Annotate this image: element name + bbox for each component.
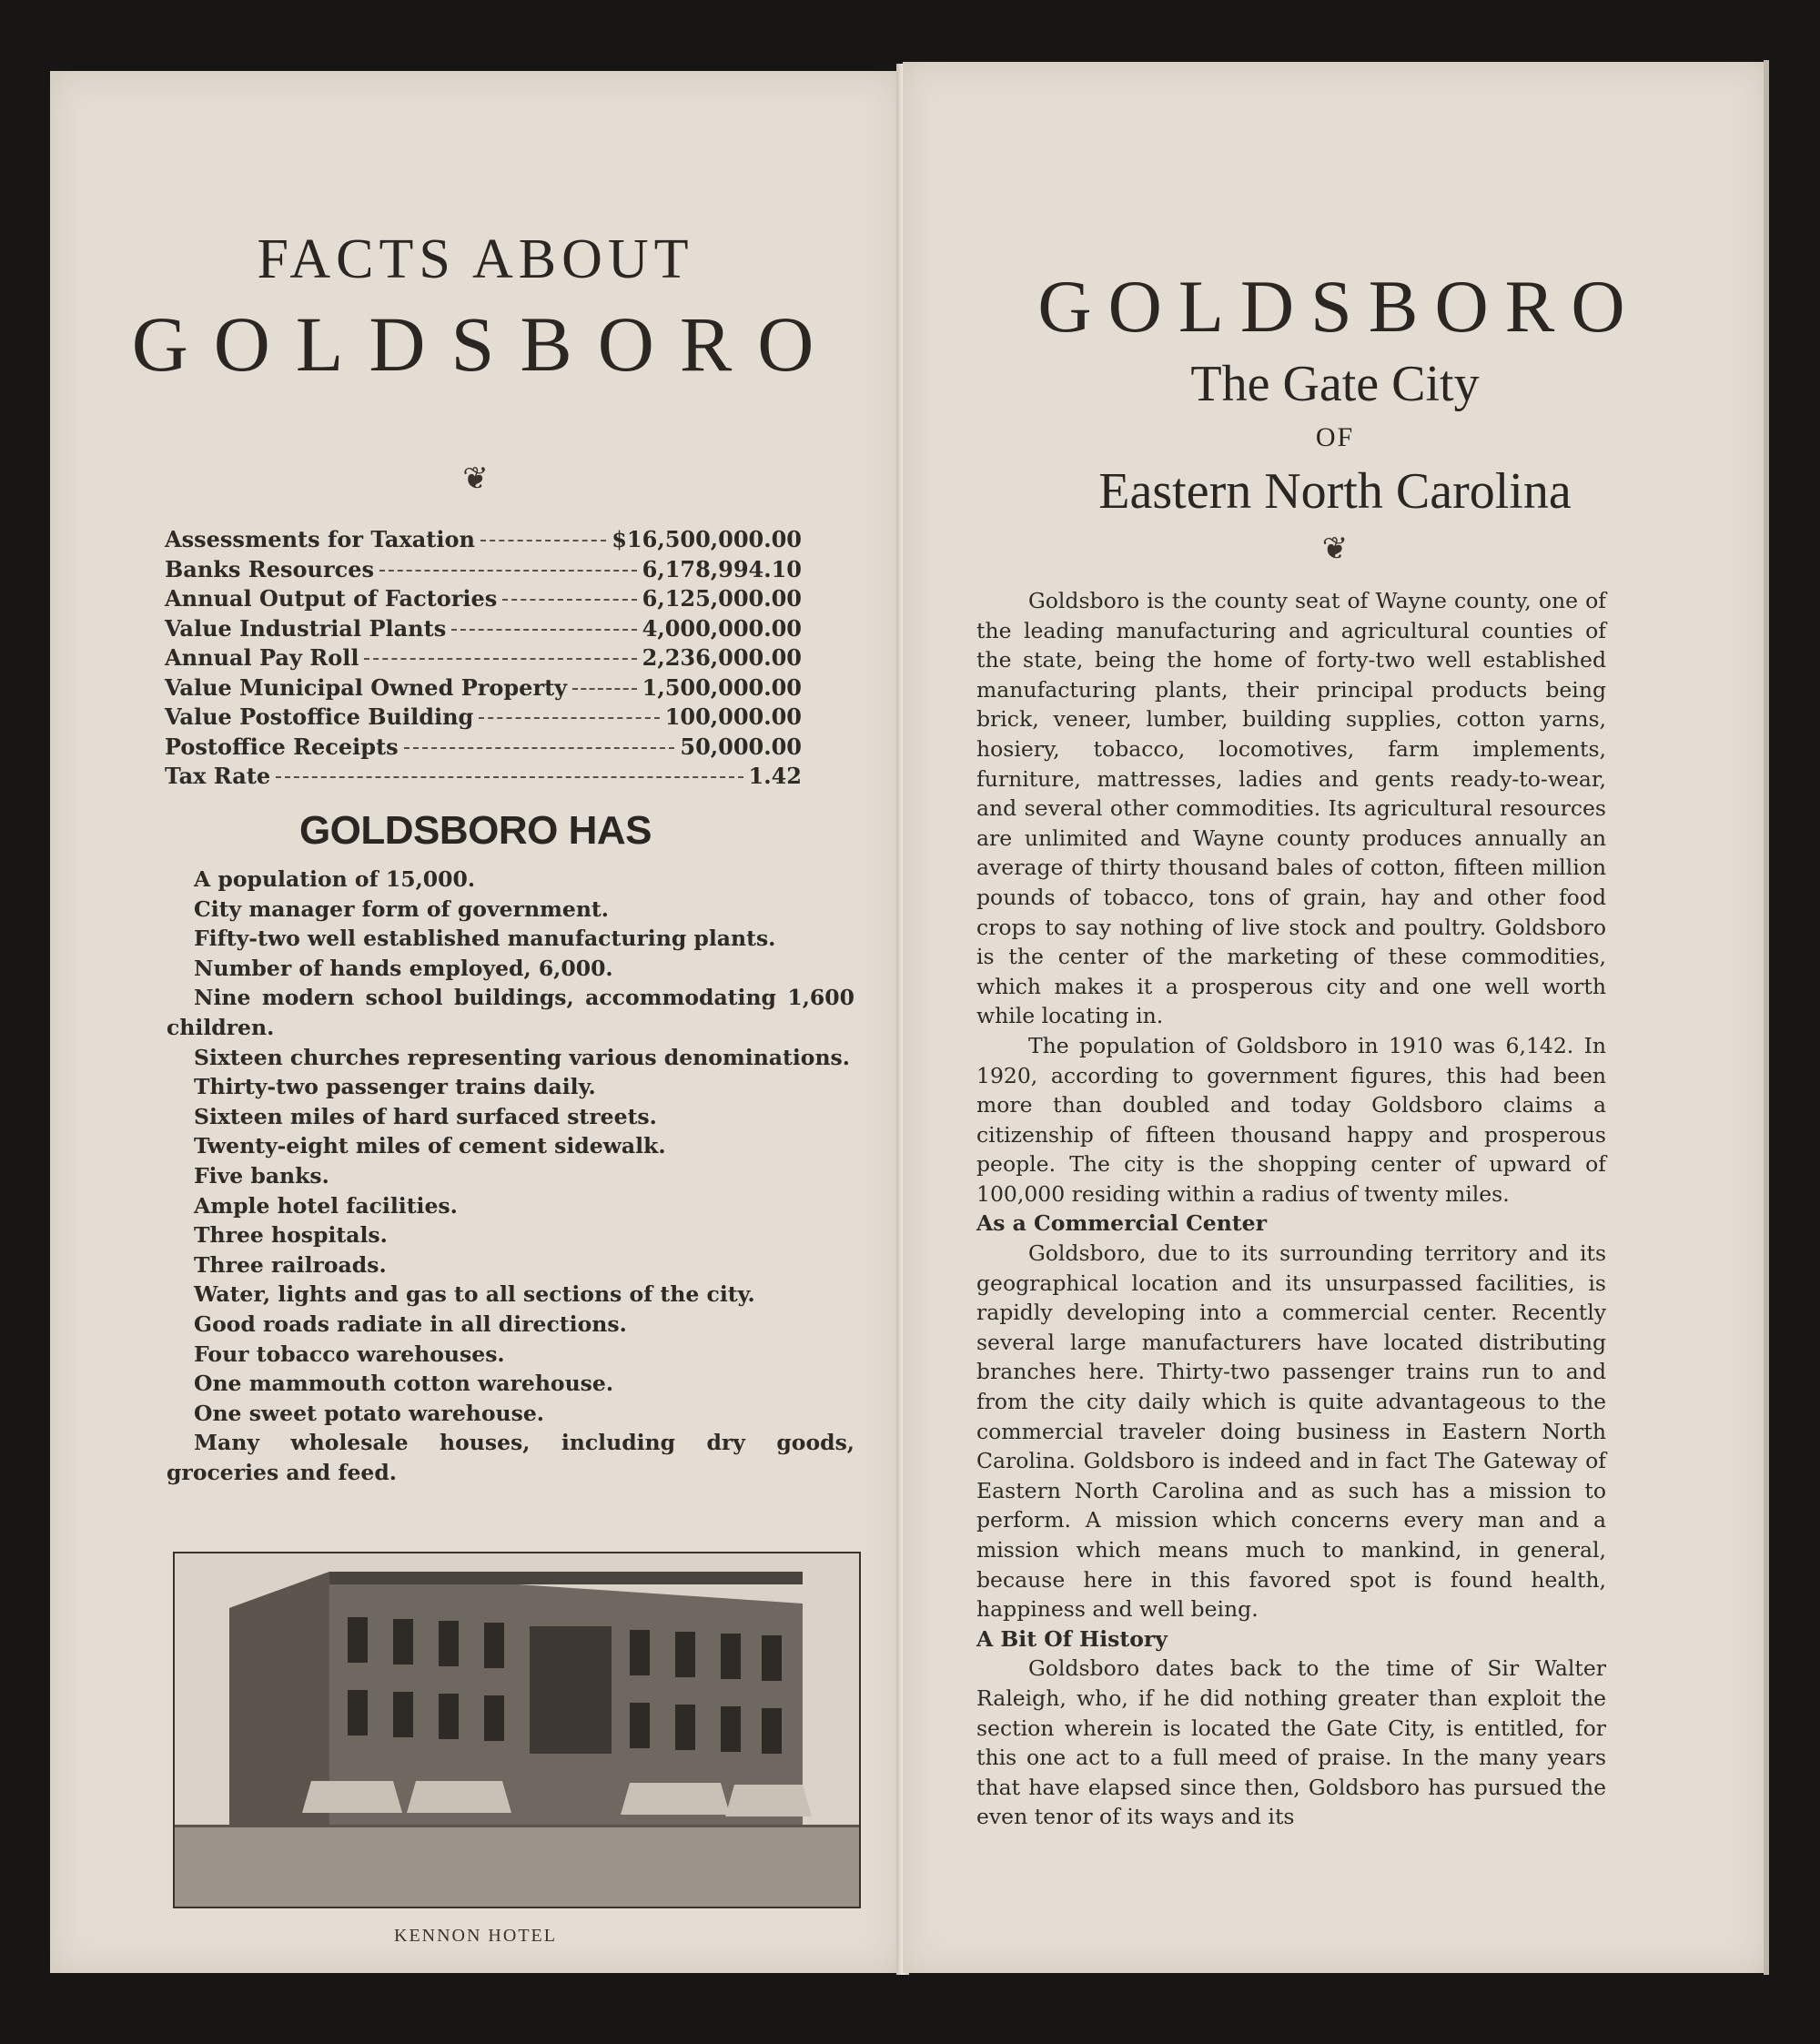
- fact-row: [165, 674, 802, 704]
- fact-value: 6,178,994.10: [642, 555, 802, 582]
- list-item: Three hospitals.: [194, 1222, 388, 1249]
- fact-row: [165, 556, 802, 586]
- fact-value: 6,125,000.00: [642, 585, 802, 612]
- fact-label: Annual Pay Roll: [165, 644, 359, 671]
- leader-dots: [480, 540, 606, 541]
- fact-row: [165, 615, 802, 645]
- gate-city-subtitle: The Gate City: [1190, 356, 1480, 412]
- list-item: Ample hotel facilities.: [194, 1192, 458, 1219]
- list-item: Five banks.: [194, 1162, 329, 1189]
- list-item: Three railroads.: [194, 1251, 387, 1278]
- fact-row: [165, 763, 802, 793]
- left-goldsboro-title: GOLDSBORO: [131, 300, 840, 388]
- facts-about-title: FACTS ABOUT: [257, 228, 694, 290]
- list-item: Nine modern school buildings, accommodating 1,600 children.: [167, 985, 854, 1040]
- paragraph: Goldsboro is the county seat of Wayne county, one of the leading manufacturing and agricultural counties of the state, being the home of forty-two well established manufacturing plants, their principal products being brick, veneer, lumber, building supplies, cotton yarns, hosiery, tobacco, locomotives, farm implements, furniture, mattresses, ladies and gents ready-to-wear, and several other commodities. Its agricultural resources are unlimited and Wayne county produces annually an average of thirty thousand bales of cotton, fifteen million pounds of tobacco, tons of grain, hay and other food crops to say nothing of live stock and poultry. Goldsboro is the center of the marketing of these commodities, which makes it a prosperous city and one well worth while locating in.: [976, 588, 1606, 1029]
- fact-label: Tax Rate: [165, 763, 271, 789]
- list-item: Number of hands employed, 6,000.: [194, 955, 613, 981]
- list-item: Twenty-eight miles of cement sidewalk.: [194, 1133, 666, 1159]
- fact-label: Annual Output of Factories: [165, 585, 498, 612]
- leader-dots: [479, 717, 659, 719]
- fact-label: Value Industrial Plants: [165, 614, 447, 642]
- fact-value: $16,500,000.00: [612, 526, 802, 552]
- fact-value: 2,236,000.00: [642, 644, 802, 671]
- leader-dots: [276, 776, 743, 778]
- facts-table: [165, 526, 802, 793]
- list-item: A population of 15,000.: [194, 866, 475, 892]
- photo-caption: KENNON HOTEL: [394, 1926, 557, 1946]
- fact-label: Postoffice Receipts: [165, 733, 399, 760]
- of-word: OF: [1315, 422, 1355, 452]
- list-item: City manager form of government.: [194, 896, 609, 922]
- list-item: Sixteen churches representing various denominations.: [194, 1044, 850, 1070]
- leader-dots: [379, 570, 637, 572]
- list-item: Sixteen miles of hard surfaced streets.: [194, 1103, 657, 1129]
- leader-dots: [451, 629, 636, 631]
- hotel-illustration: [175, 1553, 859, 1907]
- goldsboro-has-list: [167, 865, 854, 1487]
- paragraph: Goldsboro, due to its surrounding territory and its geographical location and its unsurpassed facilities, is rapidly developing into a commercial center. Recently several large manufacturers have located distributing branches here. Thirty-two passenger trains run to and from the city daily which is quite advantageous to the commercial traveler doing business in Eastern North Carolina. Goldsboro is indeed and in fact The Gateway of Eastern North Carolina and as such has a mission to perform. A mission which concerns every man and a mission which means much to mankind, in general, because here in this favored spot is found health, happiness and well being.: [976, 1240, 1606, 1623]
- list-item: One mammouth cotton warehouse.: [194, 1371, 614, 1397]
- list-item: One sweet potato warehouse.: [194, 1400, 544, 1426]
- kennon-hotel-photo: [173, 1552, 861, 1908]
- section-heading: A Bit Of History: [976, 1625, 1168, 1652]
- fact-value: 1.42: [748, 763, 802, 789]
- fact-value: 1,500,000.00: [642, 673, 802, 701]
- list-item: Many wholesale houses, including dry goods, groceries and feed.: [167, 1430, 854, 1485]
- list-item: Water, lights and gas to all sections of the city.: [194, 1281, 755, 1308]
- article-body: [976, 586, 1606, 1832]
- section-heading: As a Commercial Center: [976, 1210, 1267, 1237]
- fact-row: [165, 703, 802, 734]
- page-edge: [1764, 60, 1769, 1975]
- right-goldsboro-title: GOLDSBORO: [1037, 265, 1642, 348]
- list-item: Four tobacco warehouses.: [194, 1341, 505, 1367]
- fact-value: 100,000.00: [664, 703, 802, 730]
- list-item: Fifty-two well established manufacturing plants.: [194, 926, 776, 952]
- paragraph: The population of Goldsboro in 1910 was 6,142. In 1920, according to government figures, this had been more than doubled and today Goldsboro claims a citizenship of fifteen thousand happy and prosperous people. The city is the shopping center of upward of 100,000 residing within a radius of twenty miles.: [976, 1032, 1606, 1207]
- fact-label: Value Municipal Owned Property: [165, 673, 568, 701]
- fact-label: Banks Resources: [165, 555, 375, 582]
- ornament-left-icon: ❦: [462, 460, 489, 497]
- paragraph: Goldsboro dates back to the time of Sir Walter Raleigh, who, if he did nothing greater than exploit the section wherein is located the Gate City, is entitled, for this one act to a full meed of praise. In the many years that have elapsed since then, Goldsboro has pursued the even tenor of its ways and its: [976, 1655, 1606, 1830]
- leader-dots: [502, 599, 636, 601]
- fact-value: 4,000,000.00: [642, 614, 802, 642]
- fact-row: [165, 734, 802, 764]
- fact-value: 50,000.00: [680, 733, 802, 760]
- fact-label: Assessments for Taxation: [165, 526, 475, 552]
- fact-label: Value Postoffice Building: [165, 703, 474, 730]
- fact-row: [165, 585, 802, 615]
- ornament-right-icon: ❦: [1321, 531, 1349, 567]
- leader-dots: [364, 658, 636, 660]
- eastern-nc-subtitle: Eastern North Carolina: [1098, 463, 1572, 520]
- right-page: [903, 62, 1767, 1973]
- list-item: Good roads radiate in all directions.: [194, 1310, 627, 1337]
- list-item: Thirty-two passenger trains daily.: [194, 1074, 596, 1100]
- goldsboro-has-heading: GOLDSBORO HAS: [298, 808, 652, 853]
- fact-row: [165, 526, 802, 556]
- left-page: [50, 71, 901, 1973]
- leader-dots: [572, 688, 637, 690]
- leader-dots: [404, 747, 675, 749]
- fact-row: [165, 644, 802, 674]
